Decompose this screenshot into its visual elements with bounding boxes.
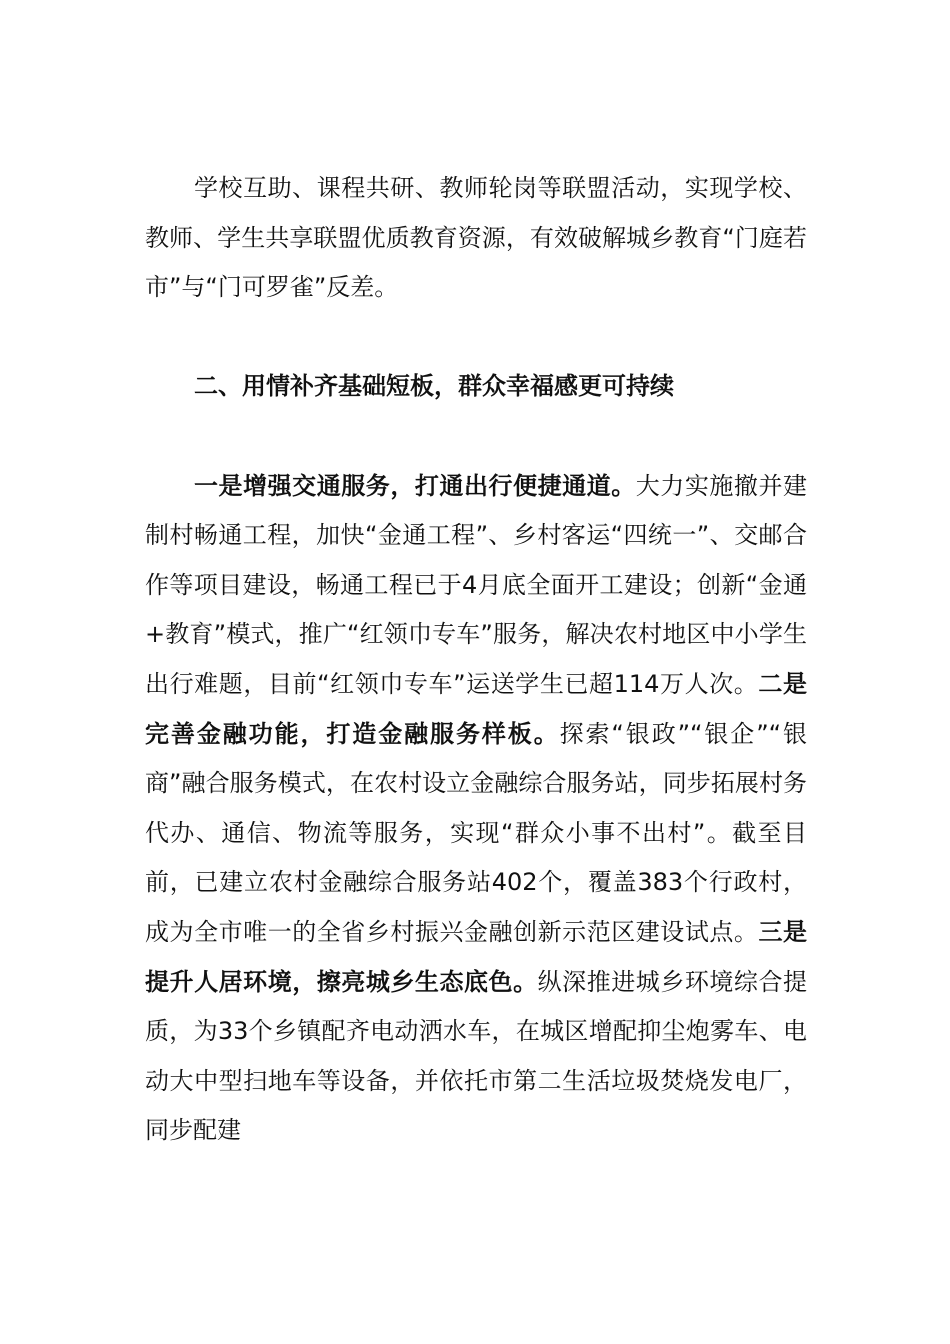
paragraph-infrastructure [145,462,807,1156]
point-1-text: 大力实施撤并建制村畅通工程，加快“金通工程”、乡村客运“四统一”、交邮合作等项目建设，畅通工程已于4月底全面开工建设；创新“金通+教育”模式，推广“红领巾专车”服务，解决农村地区中小学生出行难题，目前“红领巾专车”运送学生已超114万人次。 [145,471,807,698]
point-2-title: 二是完善金融功能，打造金融服务样板。 [145,669,807,748]
point-3-title: 三是提升人居环境，擦亮城乡生态底色。 [145,917,808,996]
paragraph-spacer [145,313,807,363]
paragraph-spacer [145,412,807,462]
document-body [145,164,807,1156]
point-3-text: 纵深推进城乡环境综合提质，为33个乡镇配齐电动洒水车，在城区增配抑尘炮雾车、电动大中型扫地车等设备，并依托市第二生活垃圾焚烧发电厂，同步配建 [145,967,808,1145]
point-1-title: 一是增强交通服务，打通出行便捷通道。 [194,471,636,500]
paragraph-education-alliance: 学校互助、课程共研、教师轮岗等联盟活动，实现学校、教师、学生共享联盟优质教育资源，有效破解城乡教育“门庭若市”与“门可罗雀”反差。 [145,174,807,302]
point-2-text: 探索“银政”“银企”“银商”融合服务模式，在农村设立金融综合服务站，同步拓展村务代办、通信、物流等服务，实现“群众小事不出村”。截至目前，已建立农村金融综合服务站402个，覆盖383个行政村，成为全市唯一的全省乡村振兴金融创新示范区建设试点。 [145,719,807,946]
section-heading: 二、用情补齐基础短板，群众幸福感更可持续 [194,372,674,401]
